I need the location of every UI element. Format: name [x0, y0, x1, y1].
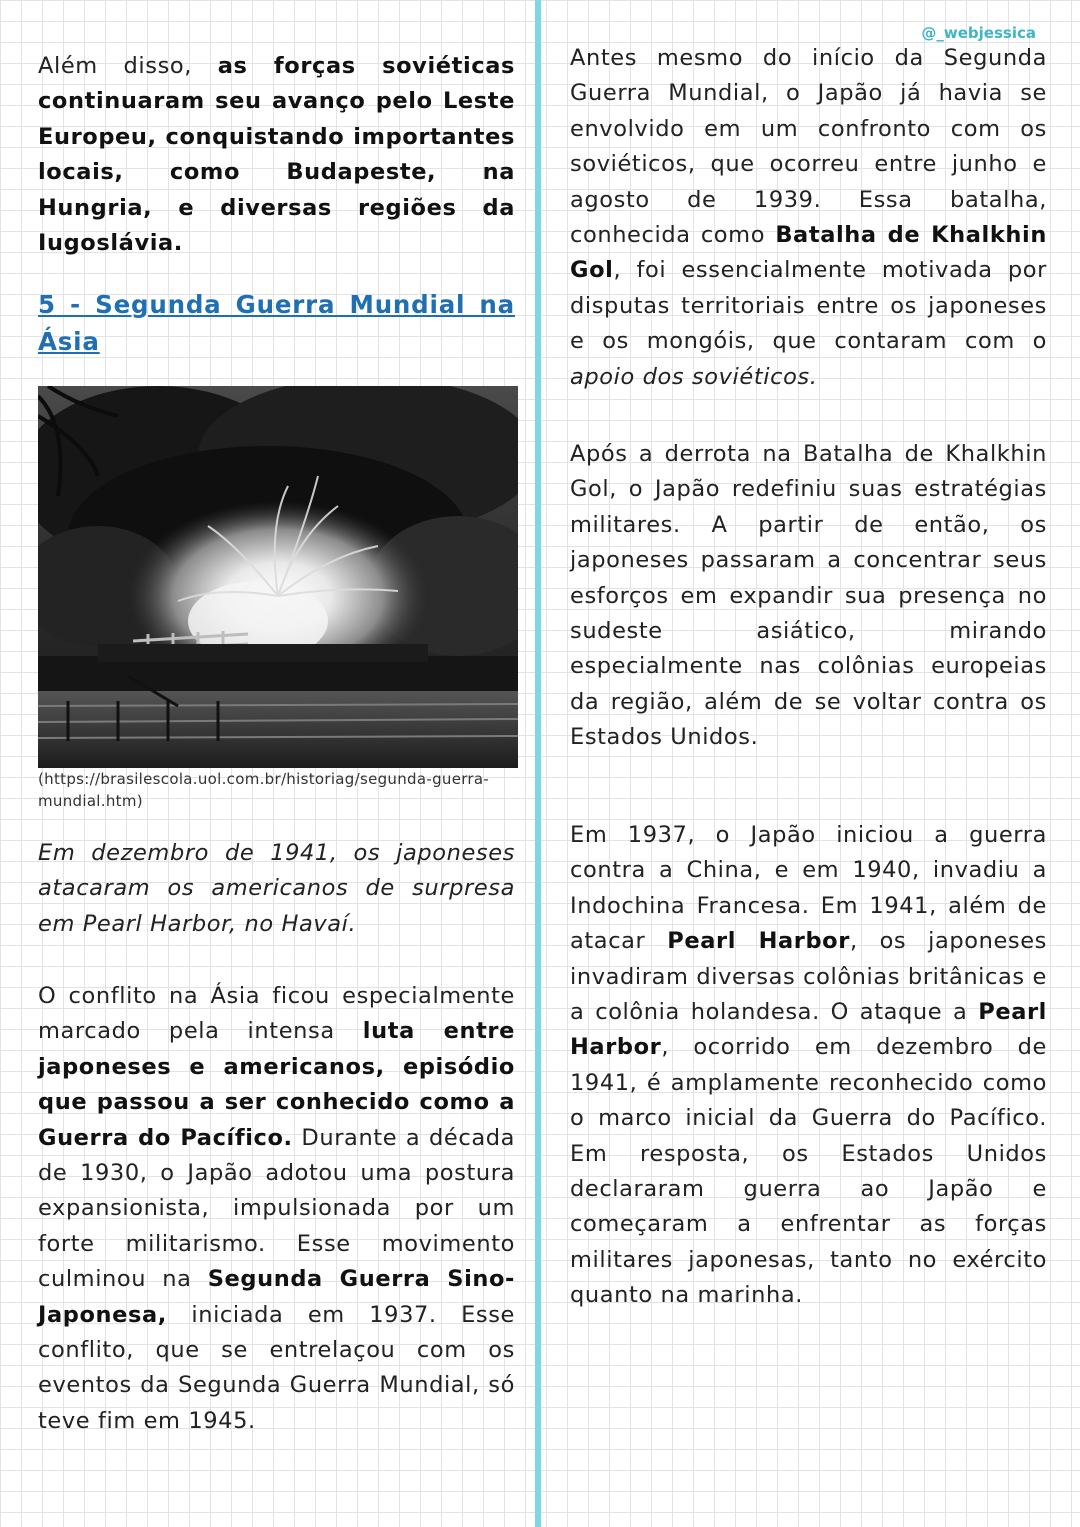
section-heading[interactable]: 5 - Segunda Guerra Mundial na Ásia — [38, 290, 515, 356]
khalkhin-gol-paragraph: Antes mesmo do início da Segunda Guerra Mundial, o Japão já havia se envolvido em um confronto com os soviéticos, que ocorreu entre junho e agosto de 1939. Essa batalha, conhecida como Batalha de Khalkhin Gol, foi essencialmente motivada por disputas territoriais entre os japoneses e os mongóis, que contaram com o apoio dos soviéticos. — [570, 45, 1047, 390]
author-handle: @_webjessica — [921, 24, 1036, 42]
column-divider — [535, 0, 541, 1527]
pearl-harbor-note: Em dezembro de 1941, os japoneses atacaram os americanos de surpresa em Pearl Harbor, no Havaí. — [38, 840, 515, 937]
pacific-war-paragraph: Em 1937, o Japão iniciou a guerra contra a China, e em 1940, invadiu a Indochina Francesa. Em 1941, além de atacar Pearl Harbor, os japoneses invadiram diversas colônias britânicas e a colônia holandesa. O ataque a Pearl Harbor, ocorrido em dezembro de 1941, é amplamente reconhecido como o marco inicial da Guerra do Pacífico. Em resposta, os Estados Unidos declararam guerra ao Japão e começaram a enfrentar as forças militares japonesas, tanto no exército quanto na marinha. — [570, 822, 1048, 1309]
intro-paragraph: Além disso, as forças soviéticas continuaram seu avanço pelo Leste Europeu, conquistando importantes locais, como Budapeste, na Hungria, e diversas regiões da Iugoslávia. — [38, 53, 515, 257]
conflict-paragraph: O conflito na Ásia ficou especialmente marcado pela intensa luta entre japoneses e americanos, episódio que passou a ser conhecido como a Guerra do Pacífico. Durante a década de 1930, o Japão adotou uma postura expansionista, impulsionada por um forte militarismo. Esse movimento culminou na Segunda Guerra Sino-Japonesa, iniciada em 1937. Esse conflito, que se entrelaçou com os eventos da Segunda Guerra Mundial, só teve fim em 1945. — [38, 983, 515, 1434]
strategy-paragraph: Após a derrota na Batalha de Khalkhin Gol, o Japão redefiniu suas estratégias militares. A partir de então, os japoneses passaram a concentrar seus esforços em expandir sua presença no sudeste asiático, mirando especialmente nas colônias europeias da região, além de se voltar contra os Estados Unidos. — [570, 441, 1047, 751]
explosion-illustration — [38, 386, 518, 768]
image-caption: (https://brasilescola.uol.com.br/historiag/segunda-guerra-mundial.htm) — [38, 770, 490, 810]
pearl-harbor-photo — [38, 386, 518, 768]
